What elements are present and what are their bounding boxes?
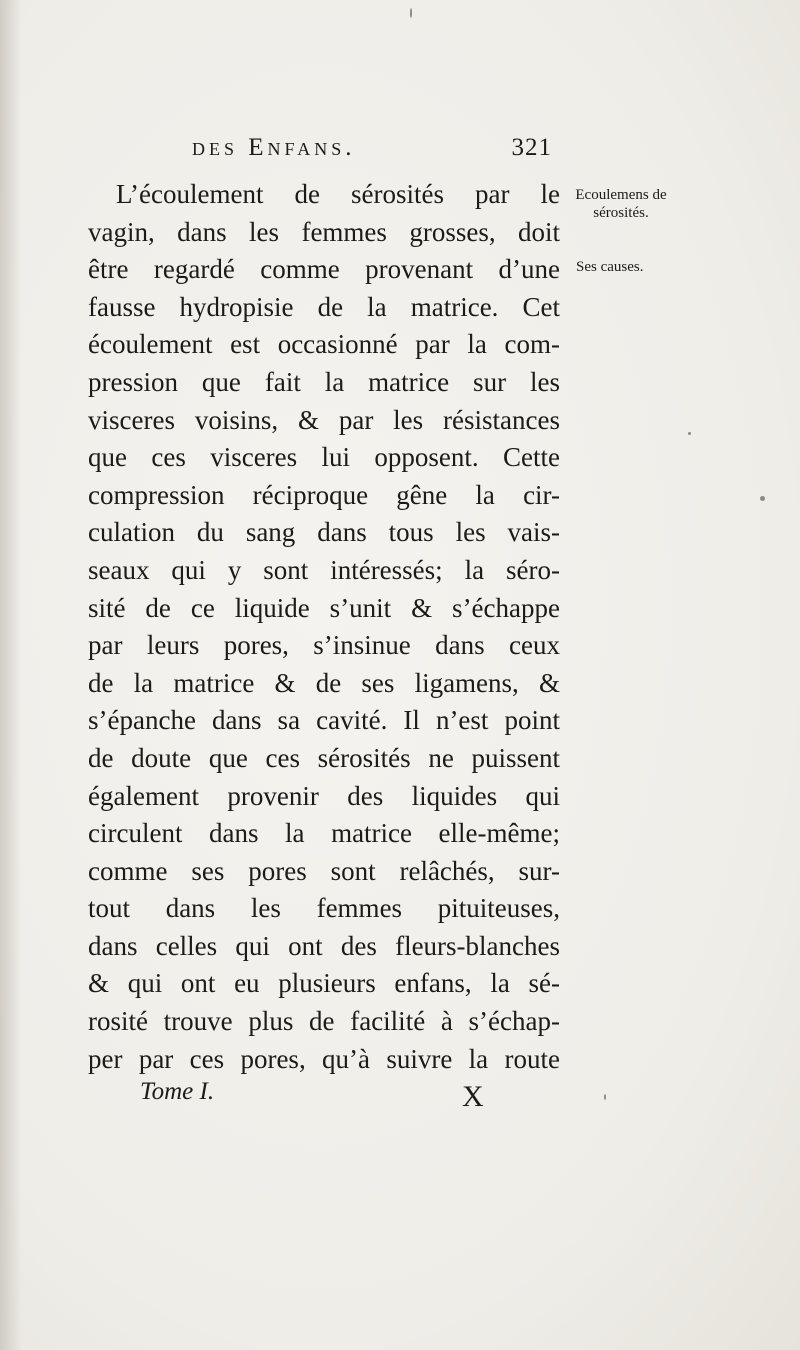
gutter-shadow (0, 0, 22, 1350)
text-line: de la matrice & de ses ligamens, & (88, 667, 560, 698)
paper-speck (604, 1094, 606, 1100)
text-line: per par ces pores, qu’à suivre la route (88, 1043, 560, 1074)
text-line: compression réciproque gêne la cir- (88, 479, 560, 510)
marginal-note-causes: Ses causes. (576, 259, 644, 275)
volume-label: Tome I. (140, 1078, 215, 1105)
text-line: seaux qui y sont intéressés; la séro- (88, 554, 560, 585)
paper-speck (760, 496, 765, 501)
paper-speck (410, 8, 412, 18)
body-text (88, 176, 560, 1078)
text-line: sité de ce liquide s’unit & s’échappe (88, 592, 560, 623)
text-line: & qui ont eu plusieurs enfans, la sé- (88, 968, 560, 999)
text-line: également provenir des liquides qui (88, 780, 560, 811)
text-line: fausse hydropisie de la matrice. Cet (88, 291, 560, 322)
text-line: vagin, dans les femmes grosses, doit (88, 216, 560, 247)
text-line: être regardé comme provenant d’une (88, 254, 560, 285)
text-line: par leurs pores, s’insinue dans ceux (88, 630, 560, 661)
text-line: dans celles qui ont des fleurs-blanches (88, 930, 560, 961)
text-line: écoulement est occasionné par la com- (88, 329, 560, 360)
page-number: 321 (511, 134, 552, 161)
text-line: visceres voisins, & par les résistances (88, 404, 560, 435)
running-head-title: des Enfans. (192, 134, 356, 161)
text-line: de doute que ces sérosités ne puissent (88, 742, 560, 773)
running-head (192, 134, 552, 174)
text-line: L’écoulement de sérosités par le (116, 179, 560, 209)
signature-mark: X (462, 1080, 484, 1113)
text-line: circulent dans la matrice elle-même; (88, 818, 560, 849)
text-line: rosité trouve plus de facilité à s’échap- (88, 1006, 560, 1037)
text-line: s’épanche dans sa cavité. Il n’est point (88, 705, 560, 736)
text-line: culation du sang dans tous les vais- (88, 517, 560, 548)
text-line: tout dans les femmes pituiteuses, (88, 893, 560, 924)
paper-speck (688, 432, 691, 435)
text-line: pression que fait la matrice sur les (88, 366, 560, 397)
text-line: comme ses pores sont relâchés, sur- (88, 855, 560, 886)
marginal-note-ecoulement: Ecoulemens de sérosités. (575, 187, 667, 221)
text-line: que ces visceres lui opposent. Cette (88, 442, 560, 473)
